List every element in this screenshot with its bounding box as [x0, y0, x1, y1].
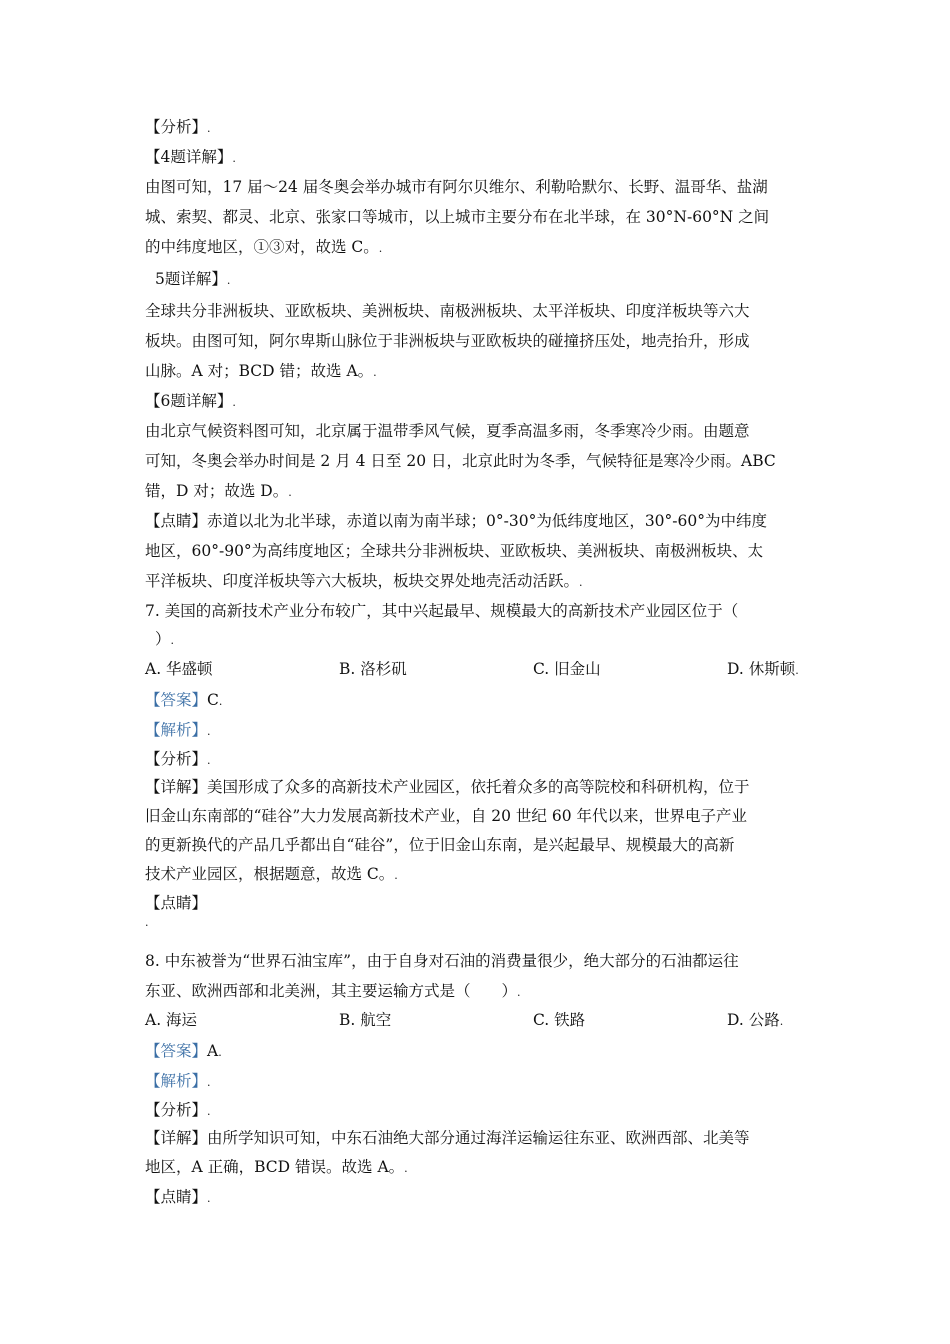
- q7-detail-line: 旧金山东南部的“硅谷”大力发展高新技术产业，自 20 世纪 60 年代以来，世界电子产业: [145, 807, 748, 825]
- q7-option-a: A. 华盛顿: [145, 660, 213, 678]
- q6-detail-line: 由北京气候资料图可知，北京属于温带季风气候，夏季高温多雨，冬季寒冷少雨。由题意: [145, 422, 750, 440]
- q5-detail-line: 板块。由图可知，阿尔卑斯山脉位于非洲板块与亚欧板块的碰撞挤压处，地壳抬升，形成: [145, 332, 750, 350]
- q7-option-d: D. 休斯顿.: [727, 660, 799, 678]
- q8-explain-label: 【解析】.: [145, 1072, 211, 1090]
- tip-line: 地区，60°-90°为高纬度地区；全球共分非洲板块、亚欧板块、美洲板块、南极洲板块、太: [145, 542, 764, 560]
- q7-stem: 7. 美国的高新技术产业分布较广，其中兴起最早、规模最大的高新技术产业园区位于（: [145, 602, 739, 620]
- q8-option-b: B. 航空: [339, 1011, 392, 1029]
- q6-detail-line: 可知，冬奥会举办时间是 2 月 4 日至 20 日，北京此时为冬季，气候特征是寒冷少雨。ABC: [145, 452, 776, 470]
- q8-analysis-label: 【分析】.: [145, 1101, 211, 1119]
- q5-detail-header: 5题详解】.: [155, 270, 231, 288]
- q7-analysis-label: 【分析】.: [145, 750, 211, 768]
- q8-detail-line: 地区，A 正确，BCD 错误。故选 A。.: [145, 1158, 408, 1176]
- q8-tip-label: 【点睛】.: [145, 1188, 211, 1206]
- q6-detail-line: 错，D 对；故选 D。.: [145, 482, 292, 500]
- tip-line: 【点睛】赤道以北为北半球，赤道以南为南半球；0°-30°为低纬度地区，30°-60°为中纬度: [145, 512, 768, 530]
- q8-answer: 【答案】A.: [145, 1042, 222, 1060]
- q7-answer: 【答案】C.: [145, 691, 223, 709]
- paragraph-mark: .: [145, 916, 149, 929]
- analysis-label: 【分析】.: [145, 118, 211, 136]
- q8-stem: 8. 中东被誉为“世界石油宝库”，由于自身对石油的消费量很少，绝大部分的石油都运往: [145, 952, 739, 970]
- q4-detail-line: 的中纬度地区，①③对，故选 C。.: [145, 238, 383, 256]
- q8-option-c: C. 铁路: [533, 1011, 586, 1029]
- q7-detail-line: 的更新换代的产品几乎都出自“硅谷”，位于旧金山东南，是兴起最早、规模最大的高新: [145, 836, 735, 854]
- q6-detail-header: 【6题详解】.: [145, 392, 236, 410]
- q7-tip-label: 【点睛】: [145, 894, 208, 912]
- q7-option-c: C. 旧金山: [533, 660, 601, 678]
- q8-option-a: A. 海运: [145, 1011, 198, 1029]
- q4-detail-line: 由图可知，17 届～24 届冬奥会举办城市有阿尔贝维尔、利勒哈默尔、长野、温哥华、盐湖: [145, 178, 768, 196]
- q7-detail-line: 【详解】美国形成了众多的高新技术产业园区，依托着众多的高等院校和科研机构，位于: [145, 778, 750, 796]
- q7-detail-line: 技术产业园区，根据题意，故选 C。.: [145, 865, 398, 883]
- q8-stem-cont: 东亚、欧洲西部和北美洲，其主要运输方式是（ ）.: [145, 982, 521, 1000]
- q7-explain-label: 【解析】.: [145, 721, 211, 739]
- q5-detail-line: 全球共分非洲板块、亚欧板块、美洲板块、南极洲板块、太平洋板块、印度洋板块等六大: [145, 302, 750, 320]
- q7-stem-cont: ）.: [155, 630, 175, 648]
- q8-detail-line: 【详解】由所学知识可知，中东石油绝大部分通过海洋运输运往东亚、欧洲西部、北美等: [145, 1129, 750, 1147]
- tip-line: 平洋板块、印度洋板块等六大板块，板块交界处地壳活动活跃。.: [145, 572, 583, 590]
- q8-option-d: D. 公路.: [727, 1011, 784, 1029]
- q5-detail-line: 山脉。A 对；BCD 错；故选 A。.: [145, 362, 377, 380]
- q4-detail-header: 【4题详解】.: [145, 148, 236, 166]
- q7-option-b: B. 洛杉矶: [339, 660, 407, 678]
- q4-detail-line: 城、索契、都灵、北京、张家口等城市，以上城市主要分布在北半球，在 30°N-60°N 之间: [145, 208, 770, 226]
